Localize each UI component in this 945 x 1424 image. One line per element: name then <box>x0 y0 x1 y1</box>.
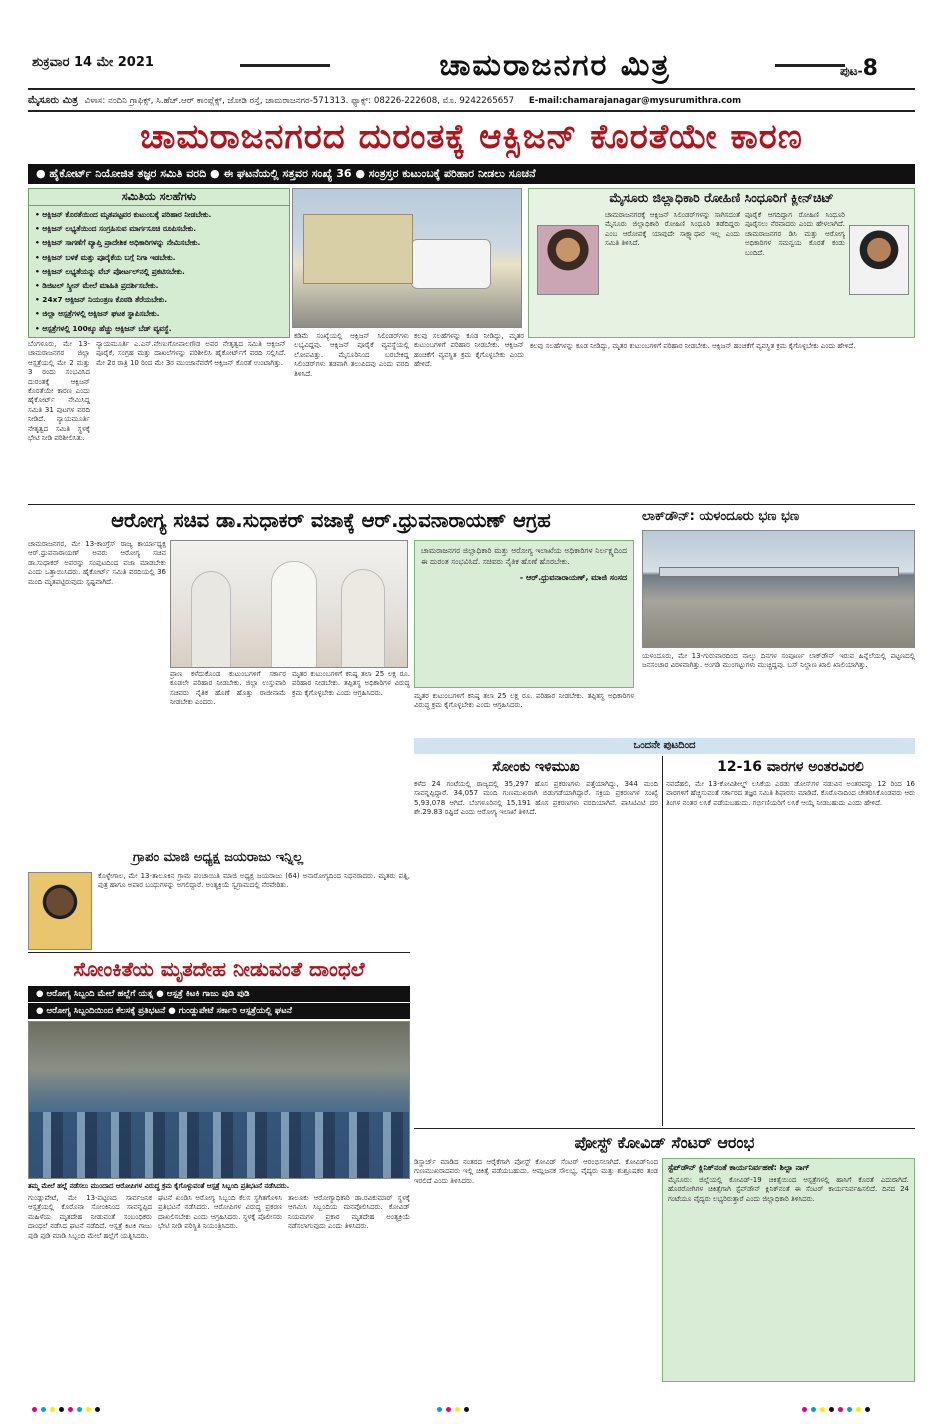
bodies-bullets-1: ● ಆರೋಗ್ಯ ಸಿಬ್ಬಂದಿ ಮೇಲೆ ಹಲ್ಲೆಗೆ ಯತ್ನ ● ಆಸ್ಪತ್ರೆ ಕಿಟಕಿ ಗಾಜು ಪುಡಿ ಪುಡಿ <box>28 986 410 1002</box>
postcovid-headline: ಪೋಸ್ಟ್ ಕೋವಿಡ್ ಸೆಂಟರ್ ಆರಂಭ <box>574 1133 755 1152</box>
rohini-photo <box>537 225 599 295</box>
address-line <box>28 93 915 109</box>
hospital-photo <box>292 188 522 328</box>
sudhakar-column-2: ಪ್ರಾಣ ಕಳೆದುಕೊಂಡ ಕುಟುಂಬಗಳಿಗೆ ಸರ್ಕಾರ ಕೂಡಲೇ ಪರಿಹಾರ ನೀಡಬೇಕು. ಜಿಲ್ಲಾ ಉಸ್ತುವಾರಿ ಸಚಿವರು ನೈತಿಕ ಹೊಣೆ ಹೊತ್ತು ರಾಜೀನಾಮೆ ನೀಡಬೇಕು ಎಂದರು. <box>170 670 286 707</box>
bodies-column-3: ತಾಲೂಕು ಆರೋಗ್ಯಾಧಿಕಾರಿ ಡಾ.ರವಿಕುಮಾರ್ ಸ್ಥಳಕ್ಕೆ ಆಗಮಿಸಿ ಸಿಬ್ಬಂದಿಯ ಮನವೊಲಿಸಿದರು. ಕೋವಿಡ್ ನಿಯಮಗಳ ಪ್ರಕಾರ ಮೃತದೇಹ ಅಂತ್ಯಕ್ರಿಯೆ ನಡೆಸಲಾಗುವುದು ಎಂದು ತಿಳಿಸಿದರು. <box>288 1194 410 1231</box>
person-1-shape <box>191 571 231 668</box>
sudhakar-column-1: ಚಾಮರಾಜನಗರ, ಮೇ 13-ಕಾಂಗ್ರೆಸ್ ರಾಜ್ಯ ಕಾರ್ಯಾಧ್ಯಕ್ಷ ಆರ್.ಧ್ರುವನಾರಾಯಣ್ ಅವರು ಆರೋಗ್ಯ ಸಚಿವ ಡಾ.ಸುಧಾಕರ್ ಅವರನ್ನು ಸಂಪುಟದಿಂದ ವಜಾ ಮಾಡಬೇಕು ಎಂದು ಒತ್ತಾಯಿಸಿದರು. ಹೈಕೋರ್ಟ್ ಸಮಿತಿ ವರದಿಯಲ್ಲಿ 36 ಮಂದಿ ಮೃತಪಟ್ಟಿರುವುದು ಸ್ಪಷ್ಟವಾಗಿದೆ. <box>28 540 166 586</box>
registration-marks-right <box>800 1404 920 1412</box>
lockdown-text: ಯಳಂದೂರು, ಮೇ 13-ಗುರುವಾರದಿಂದ ನಾಲ್ಕು ದಿನಗಳ ಸಂಪೂರ್ಣ ಲಾಕ್‌ಡೌನ್ ಇರುವ ಹಿನ್ನೆಲೆಯಲ್ಲಿ ಪಟ್ಟಣದಲ್ಲಿ ಜನಸಂಚಾರ ವಿರಳವಾಗಿತ್ತು. ಅಂಗಡಿ ಮುಂಗಟ್ಟುಗಳು ಮುಚ್ಚಿದ್ದವು. ಬಸ್ ನಿಲ್ದಾಣ ಖಾಲಿ ಖಾಲಿಯಾಗಿತ್ತು. <box>642 652 915 670</box>
protest-photo <box>28 1021 410 1179</box>
bodies-caption: ತಮ್ಮ ಮೇಲೆ ಹಲ್ಲೆ ನಡೆಸಲು ಮುಂದಾದ ಆರೋಪಿಗಳ ವಿರುದ್ಧ ಕ್ರಮ ಕೈಗೊಳ್ಳುವಂತೆ ಆಸ್ಪತ್ರೆ ಸಿಬ್ಬಂದಿ ಪ್ರತಿಭಟನೆ ನಡೆಸಿದರು. <box>28 1182 290 1190</box>
hospital-building-shape <box>303 214 413 284</box>
suggestions-title: ಸಮಿತಿಯ ಸಲಹೆಗಳು <box>29 189 289 206</box>
email-text: E-mail:chamarajanagar@mysurumithra.com <box>528 96 742 106</box>
cleanchit-continued: ಕಲವು ಸಲಹೆಗಳನ್ನು ಕೂಡ ನೀಡಿದ್ದು, ಮೃತರ ಕುಟುಂಬಗಳಿಗೆ ಪರಿಹಾರ ನೀಡಬೇಕು. ಆಕ್ಸಿಜನ್ ಹಂಚಿಕೆಗೆ ವ್ಯವಸ್ಥಿತ ಕ್ರಮ ಕೈಗೊಳ್ಳಬೇಕು ಎಂದು ಹೇಳಿದೆ. <box>530 342 856 350</box>
bodies-headline: ಸೋಂಕಿತೆಯ ಮೃತದೇಹ ನೀಡುವಂತೆ ದಾಂಧಲೆ <box>73 957 365 981</box>
suggestions-box <box>28 188 290 338</box>
lead-strap: ● ಹೈಕೋರ್ಟ್ ನಿಯೋಜಿತ ತಜ್ಞರ ಸಮಿತಿ ವರದಿ ● ಈ ಘಟನೆಯಲ್ಲಿ ಸತ್ತವರ ಸಂಖ್ಯೆ 36 ● ಸಂತ್ರಸ್ತರ ಕುಟುಂಬಕ್ಕೆ ಪರಿಹಾರ ನೀಡಲು ಸೂಚನೆ <box>28 164 915 184</box>
section-rule-1 <box>28 504 915 505</box>
lead-column-3: ಕಡಿಮೆ ಸಂಖ್ಯೆಯಲ್ಲಿ ಆಕ್ಸಿಜನ್ ಸಿಲಿಂಡರ್‌ಗಳು ಲಭ್ಯವಿದ್ದವು. ಆಕ್ಸಿಜನ್ ಪೂರೈಕೆ ವ್ಯವಸ್ಥೆಯಲ್ಲಿ ಲೋಪವಿತ್ತು. ಮೈಸೂರಿನಿಂದ ಬರಬೇಕಿದ್ದ ಸಿಲಿಂಡರ್‌ಗಳು ತಡವಾಗಿ ತಲುಪಿದವು ಎಂದು ವರದಿ ತಿಳಿಸಿದೆ. <box>294 332 409 378</box>
header-rule-left <box>240 64 330 67</box>
vaccine-gap-text: ನವದೆಹಲಿ, ಮೇ 13-ಕೋವಿಶೀಲ್ಡ್ ಲಸಿಕೆಯ ಎರಡು ಡೋಸ್‌ಗಳ ನಡುವಿನ ಅಂತರವನ್ನು 12 ರಿಂದ 16 ವಾರಗಳಿಗೆ ಹೆಚ್ಚಿಸುವಂತೆ ಸರ್ಕಾರದ ತಜ್ಞರ ಸಮಿತಿ ಶಿಫಾರಸು ಮಾಡಿದೆ. ಕೊರೊನಾದಿಂದ ಚೇತರಿಸಿಕೊಂಡವರು ಆರು ತಿಂಗಳ ನಂತರ ಲಸಿಕೆ ಪಡೆಯಬಹುದು. ಗರ್ಭಿಣಿಯರಿಗೆ ಲಸಿಕೆ ಆಯ್ಕೆ ನೀಡಬಹುದು ಎಂದು ಹೇಳಿದೆ. <box>666 780 915 807</box>
address-text: ವಿಳಾಸ: ನಂದಿನಿ ಗ್ರಾಫಿಕ್ಸ್, ಸಿ.ಹೆಚ್.ಆರ್ ಕಾಂಪ್ಲೆಕ್ಸ್, ಜೋಡಿ ರಸ್ತೆ, ಚಾಮರಾಜನಗರ-571313. ಫ್ಯಾಕ್ಸ್: 08226-222608, ಮೊ. 9242265657 <box>84 96 515 106</box>
registration-marks-left <box>30 1404 150 1412</box>
lead-headline: ಚಾಮರಾಜನಗರದ ದುರಂತಕ್ಕೆ ಆಕ್ಸಿಜನ್ ಕೊರತೆಯೇ ಕಾರಣ <box>140 117 803 157</box>
person-3-shape <box>341 569 385 668</box>
date-line: ಶುಕ್ರವಾರ 14 ಮೇ 2021 <box>32 55 154 70</box>
official-photo <box>849 225 909 295</box>
sudhakar-headline: ಆರೋಗ್ಯ ಸಚಿವ ಡಾ.ಸುಧಾಕರ್ ವಜಾಕ್ಕೆ ಆರ್.ಧ್ರುವನಾರಾಯಣ್ ಆಗ್ರಹ <box>111 509 551 532</box>
postcovid-text: ಡಿಸ್ಚಾರ್ಜ್ ಮಾಡಿದ ನಂತರದ ಆರೈಕೆಗಾಗಿ ಪೋಸ್ಟ್ ಕೋವಿಡ್ ಸೆಂಟರ್ ಆರಂಭಿಸಲಾಗಿದೆ. ಕೋವಿಡ್‌ನಿಂದ ಗುಣಮುಖರಾದವರು ಇಲ್ಲಿ ಚಿಕಿತ್ಸೆ ಪಡೆಯಬಹುದು. ಆಮ್ಲಜನಕ ಸೌಲಭ್ಯ, ವೈದ್ಯರು ಮತ್ತು ಶುಶ್ರೂಷಕರ ತಂಡ ಇರಲಿದೆ ಎಂದು ತಿಳಿಸಿದರು. <box>414 1158 658 1185</box>
shelter-roof-shape <box>659 567 899 577</box>
registration-marks-center <box>435 1404 515 1412</box>
cleanchit-title: ಮೈಸೂರು ಜಿಲ್ಲಾಧಿಕಾರಿ ರೋಹಿಣಿ ಸಿಂಧೂರಿಗೆ ಕ್ಲೀನ್‌ಚಿಟ್ <box>609 190 834 205</box>
sudhakar-column-3: ಮೃತರ ಕುಟುಂಬಗಳಿಗೆ ಕನಿಷ್ಠ ತಲಾ 25 ಲಕ್ಷ ರೂ. ಪರಿಹಾರ ನೀಡಬೇಕು. ತಪ್ಪಿತಸ್ಥ ಅಧಿಕಾರಿಗಳ ವಿರುದ್ಧ ಕ್ರಮ ಕೈಗೊಳ್ಳಬೇಕು ಎಂದು ಆಗ್ರಹಿಸಿದರು. <box>292 670 410 697</box>
crowd-shape <box>29 1112 410 1179</box>
bodies-column-2: ಘಟನೆ ಖಂಡಿಸಿ ಆರೋಗ್ಯ ಸಿಬ್ಬಂದಿ ಕೆಲಸ ಸ್ಥಗಿತಗೊಳಿಸಿ ಪ್ರತಿಭಟನೆ ನಡೆಸಿದರು. ಆರೋಪಿಗಳ ವಿರುದ್ಧ ಪ್ರಕರಣ ದಾಖಲಿಸಬೇಕು ಎಂದು ಆಗ್ರಹಿಸಿದರು. ಸ್ಥಳಕ್ಕೆ ಪೊಲೀಸರು ಭೇಟಿ ನೀಡಿ ಪರಿಸ್ಥಿತಿ ನಿಯಂತ್ರಿಸಿದರು. <box>158 1194 282 1231</box>
from-page1-divider <box>662 756 663 1126</box>
infection-text: ಕಳೆದ 24 ಗಂಟೆಯಲ್ಲಿ ರಾಜ್ಯದಲ್ಲಿ 35,297 ಹೊಸ ಪ್ರಕರಣಗಳು ಪತ್ತೆಯಾಗಿದ್ದು, 344 ಮಂದಿ ಸಾವನ್ನಪ್ಪಿದ್ದಾರೆ. 34,057 ಮಂದಿ ಗುಣಮುಖರಾಗಿ ಬಿಡುಗಡೆಯಾಗಿದ್ದಾರೆ. ಸಕ್ರಿಯ ಪ್ರಕರಣಗಳ ಸಂಖ್ಯೆ 5,93,078 ಆಗಿದೆ. ಬೆಂಗಳೂರಿನಲ್ಲಿ 15,191 ಹೊಸ ಪ್ರಕರಣಗಳು ವರದಿಯಾಗಿವೆ. ಪಾಸಿಟಿವಿಟಿ ದರ ಶೇ.29.83 ರಷ್ಟಿದೆ ಎಂದು ಆರೋಗ್ಯ ಇಲಾಖೆ ತಿಳಿಸಿದೆ. <box>414 780 658 817</box>
cleanchit-card <box>528 188 915 338</box>
suggestion-item: • 24x7 ಆಕ್ಸಿಜನ್ ನಿಯಂತ್ರಣ ಕೊಠಡಿ ತೆರೆಯಬೇಕು. <box>35 295 168 305</box>
obituary-photo <box>28 872 92 950</box>
lockdown-title: ಲಾಕ್‌ಡೌನ್: ಯಳಂದೂರು ಭಣ ಭಣ <box>642 509 800 524</box>
suggestion-item: • ಆಕ್ಸಿಜನ್ ಬಳಕೆ ಮತ್ತು ಪೂರೈಕೆಯ ಬಗ್ಗೆ ನಿಗಾ ಇಡಬೇಕು. <box>35 252 176 262</box>
bodies-bullets-2: ● ಆರೋಗ್ಯ ಸಿಬ್ಬಂದಿಯಿಂದ ಕೆಲಸಕ್ಕೆ ಪ್ರತಿಭಟನೆ ● ಗುಂಡ್ಲುಪೇಟೆ ಸರ್ಕಾರಿ ಆಸ್ಪತ್ರೆಯಲ್ಲಿ ಘಟನೆ <box>28 1003 410 1019</box>
stepdown-title: ಸ್ಟೆಪ್‌ಡೌನ್ ಕ್ಲಿನಿಕ್‌ನಂತೆ ಕಾರ್ಯನಿರ್ವಹಣೆ: ಶಿಲ್ಪಾ ನಾಗ್ <box>668 1163 810 1172</box>
lead-column-4: ಕಲವು ಸಲಹೆಗಳನ್ನು ಕೂಡ ನೀಡಿದ್ದು, ಮೃತರ ಕುಟುಂಬಗಳಿಗೆ ಪರಿಹಾರ ನೀಡಬೇಕು. ಆಕ್ಸಿಜನ್ ಹಂಚಿಕೆಗೆ ವ್ಯವಸ್ಥಿತ ಕ್ರಮ ಕೈಗೊಳ್ಳಬೇಕು ಎಂದು ಹೇಳಿದೆ. <box>414 332 524 369</box>
vaccine-gap-title: 12-16 ವಾರಗಳ ಅಂತರವಿರಲಿ <box>717 759 864 775</box>
ambulance-shape <box>411 239 491 289</box>
section-rule-2 <box>28 952 410 953</box>
obituary-text: ಕೊಳ್ಳೇಗಾಲ, ಮೇ 13-ತಾಲೂಕಿನ ಗ್ರಾಮ ಪಂಚಾಯಿತಿ ಮಾಜಿ ಅಧ್ಯಕ್ಷ ಜಯರಾಜು (64) ಅನಾರೋಗ್ಯದಿಂದ ನಿಧನರಾದರು. ಮೃತರು ಪತ್ನಿ, ಪುತ್ರ ಹಾಗೂ ಅಪಾರ ಬಂಧುಗಳನ್ನು ಅಗಲಿದ್ದಾರೆ. ಅಂತ್ಯಕ್ರಿಯೆ ಸ್ವಗ್ರಾಮದಲ್ಲಿ ನೆರವೇರಿತು. <box>98 872 410 890</box>
minister-photo <box>170 540 408 668</box>
person-2-shape <box>271 561 317 668</box>
suggestion-item: • ಆಕ್ಸಿಜನ್ ಕೊರತೆಯಿಂದ ಮೃತಪಟ್ಟವರ ಕುಟುಂಬಕ್ಕೆ ಪರಿಹಾರ ನೀಡಬೇಕು. <box>35 210 212 219</box>
from-page1-banner: ಒಂದನೇ ಪುಟದಿಂದ <box>414 738 915 754</box>
page-number: 8 <box>862 56 878 81</box>
sub-brand: ಮೈಸೂರು ಮಿತ್ರ <box>28 95 78 106</box>
cleanchit-text-b: ಪೂರೈಕೆ ಆಗದಿದ್ದಾಗ ರೋಹಿಣಿ ಸಿಂಧೂರಿ ಪೂರೈಸಲು ನೆರವಾದರು ಎಂದು ಹೇಳಲಾಗಿದೆ. ಚಾಮರಾಜನಗರ ಡಿಸಿ ಮತ್ತು ಆರೋಗ್ಯ ಅಧಿಕಾರಿಗಳ ಸಮನ್ವಯ ಕೊರತೆ ಕಂಡು ಬಂದಿದೆ. <box>745 211 845 257</box>
suggestion-item: • ಆಕ್ಸಿಜನ್ ಸಾಗಣೆಗೆ ವ್ಯಾಪ್ತಿ ಪ್ರಾದೇಶಿಕ ಅಧಿಕಾರಿಗಳನ್ನು ನೇಮಿಸಬೇಕು. <box>35 238 201 248</box>
suggestion-item: • ಡಿಜಿಟಲ್ ಸ್ಕ್ರೀನ್ ಮೇಲೆ ಮಾಹಿತಿ ಪ್ರದರ್ಶಿಸಬೇಕು. <box>35 281 159 291</box>
suggestion-item <box>35 336 283 338</box>
bus-stand-photo <box>642 530 915 648</box>
header-rule-right <box>775 64 845 67</box>
page-label: ಪುಟ- <box>840 64 863 78</box>
header-bottom-rule <box>28 110 915 112</box>
header-double-rule <box>28 88 915 90</box>
obituary-title: ಗ್ರಾಪಂ ಮಾಜಿ ಅಧ್ಯಕ್ಷ ಜಯರಾಜು ಇನ್ನಿಲ್ಲ <box>132 850 304 865</box>
suggestion-item: • ಆಸ್ಪತ್ರೆಗಳಲ್ಲಿ 100ಕ್ಕೂ ಹೆಚ್ಚು ಆಕ್ಸಿಜನ್ ಬೆಡ್ ವ್ಯವಸ್ಥೆ. <box>35 323 172 333</box>
suggestion-item: • ಜಿಲ್ಲಾ ಆಸ್ಪತ್ರೆಗಳಲ್ಲಿ ಆಕ್ಸಿಜನ್ ಘಟಕ ಸ್ಥಾಪಿಸಬೇಕು. <box>35 309 160 319</box>
stepdown-text: ಮೈಸೂರು: ಜಿಲ್ಲೆಯಲ್ಲಿ ಕೋವಿಡ್-19 ಚಿಕಿತ್ಸೆಯಿಂದ ಆಸ್ಪತ್ರೆಗಳಲ್ಲಿ ಹಾಸಿಗೆ ಕೊರತೆ ಎದುರಾಗಿದೆ. ಹೊರರೋಗಿಗಳ ಚಿಕಿತ್ಸೆಗಾಗಿ ಸ್ಟೆಪ್‌ಡೌನ್ ಕ್ಲಿನಿಕ್‌ನಂತೆ ಈ ಸೆಂಟರ್ ಕಾರ್ಯನಿರ್ವಹಿಸಲಿದೆ. ದಿನದ 24 ಗಂಟೆಯೂ ವೈದ್ಯರು ಲಭ್ಯರಿರುತ್ತಾರೆ ಎಂದು ಜಿಲ್ಲಾಧಿಕಾರಿ ತಿಳಿಸಿದರು. <box>668 1176 909 1203</box>
masthead: ಚಾಮರಾಜನಗರ ಮಿತ್ರ <box>439 48 671 83</box>
sudhakar-column-4: ಮೃತರ ಕುಟುಂಬಗಳಿಗೆ ಕನಿಷ್ಠ ತಲಾ 25 ಲಕ್ಷ ರೂ. ಪರಿಹಾರ ನೀಡಬೇಕು. ತಪ್ಪಿತಸ್ಥ ಅಧಿಕಾರಿಗಳ ವಿರುದ್ಧ ಕ್ರಮ ಕೈಗೊಳ್ಳಬೇಕು ಎಂದು ಆಗ್ರಹಿಸಿದರು. <box>414 692 634 710</box>
suggestions-list <box>29 208 289 338</box>
stepdown-box <box>662 1158 915 1382</box>
suggestion-item: • ಆಕ್ಸಿಜನ್ ಲಭ್ಯತೆಯಿಂದ ಸಂಗ್ರಹಿಸುವ ಮಾರ್ಗಸೂಚಿ ರೂಪಿಸಬೇಕು. <box>35 224 197 234</box>
cleanchit-text-a: ಚಾಮರಾಜನಗರಕ್ಕೆ ಆಕ್ಸಿಜನ್ ಸಿಲಿಂಡರ್‌ಗಳನ್ನು ಸಾಗಿಸದಂತೆ ಮೈಸೂರು ಜಿಲ್ಲಾಧಿಕಾರಿ ರೋಹಿಣಿ ಸಿಂಧೂರಿ ತಡೆದಿದ್ದರು ಎಂಬ ಆರೋಪಕ್ಕೆ ಯಾವುದೇ ಸಾಕ್ಷ್ಯಾಧಾರ ಇಲ್ಲ ಎಂದು ಸಮಿತಿ ತಿಳಿಸಿದೆ. <box>605 211 740 248</box>
sudhakar-quote: ಚಾಮರಾಜನಗರ ಜಿಲ್ಲಾಧಿಕಾರಿ ಮತ್ತು ಆರೋಗ್ಯ ಇಲಾಖೆಯ ಅಧಿಕಾರಿಗಳ ನಿರ್ಲಕ್ಷ್ಯದಿಂದ ಈ ದುರಂತ ಸಂಭವಿಸಿದೆ. ಸಚಿವರು ನೈತಿಕ ಹೊಣೆ ಹೊರಬೇಕು. <box>421 546 627 566</box>
page-number-box <box>840 56 915 82</box>
suggestion-item: • ಆಕ್ಸಿಜನ್ ಲಭ್ಯತೆಯನ್ನು ವೆಬ್ ಪೋರ್ಟಲ್‌ನಲ್ಲಿ ಪ್ರಕಟಿಸಬೇಕು. <box>35 266 185 276</box>
sudhakar-quote-box <box>414 540 634 688</box>
section-rule-3 <box>414 1128 915 1129</box>
bodies-column-1: ಗುಂಡ್ಲುಪೇಟೆ, ಮೇ 13-ಪಟ್ಟಣದ ಸಾರ್ವಜನಿಕ ಆಸ್ಪತ್ರೆಯಲ್ಲಿ ಕೊರೊನಾ ಸೋಂಕಿನಿಂದ ಸಾವನ್ನಪ್ಪಿದ ಮಹಿಳೆಯ ಮೃತದೇಹ ನೀಡುವಂತೆ ಸಂಬಂಧಿಕರು ದಾಂಧಲೆ ನಡೆಸಿದ ಘಟನೆ ನಡೆದಿದೆ. ಆಸ್ಪತ್ರೆ ಕಿಟಕಿ ಗಾಜು ಪುಡಿ ಪುಡಿ ಮಾಡಿ ಸಿಬ್ಬಂದಿ ಮೇಲೆ ಹಲ್ಲೆಗೆ ಯತ್ನಿಸಿದರು. <box>28 1194 152 1240</box>
sudhakar-quote-author: - ಆರ್.ಧ್ರುವನಾರಾಯಣ್, ಮಾಜಿ ಸಂಸದ <box>519 573 627 582</box>
lead-column-2: ನ್ಯಾಯಮೂರ್ತಿ ಎ.ಎನ್.ವೇಣುಗೋಪಾಲಗೌಡ ಅವರ ನೇತೃತ್ವದ ಸಮಿತಿ ಆಕ್ಸಿಜನ್ ಪೂರೈಕೆ, ಸಂಗ್ರಹ ಮತ್ತು ದಾಖಲೆಗಳನ್ನು ಪರಿಶೀಲಿಸಿ ಹೈಕೋರ್ಟ್‌ಗೆ ವರದಿ ಸಲ್ಲಿಸಿದೆ. ಮೇ 2ರ ರಾತ್ರಿ 10 ರಿಂದ ಮೇ 3ರ ಮುಂಜಾನೆವರೆಗೆ ಆಕ್ಸಿಜನ್ ಕೊರತೆ ಉಂಟಾಗಿತ್ತು. <box>96 340 286 367</box>
lead-column-1: ಬೆಂಗಳೂರು, ಮೇ 13-ಚಾಮರಾಜನಗರ ಜಿಲ್ಲಾ ಆಸ್ಪತ್ರೆಯಲ್ಲಿ ಮೇ 2 ಮತ್ತು 3 ರಂದು ಸಂಭವಿಸಿದ ದುರಂತಕ್ಕೆ ಆಕ್ಸಿಜನ್ ಕೊರತೆಯೇ ಕಾರಣ ಎಂದು ಹೈಕೋರ್ಟ್ ನೇಮಿಸಿದ್ದ ಸಮಿತಿ 31 ಪುಟಗಳ ವರದಿ ನೀಡಿದೆ. ನ್ಯಾಯಮೂರ್ತಿ ನೇತೃತ್ವದ ಸಮಿತಿ ಸ್ಥಳಕ್ಕೆ ಭೇಟಿ ನೀಡಿ ಪರಿಶೀಲಿಸಿತು. <box>28 340 90 443</box>
infection-title: ಸೋಂಕು ಇಳಿಮುಖ <box>492 759 580 775</box>
